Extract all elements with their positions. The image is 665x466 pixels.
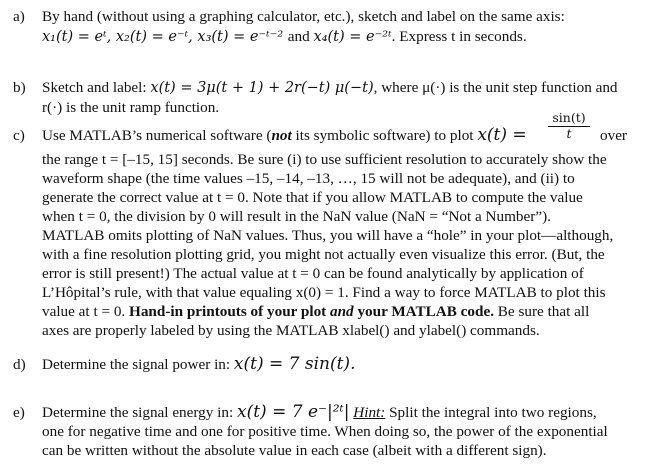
part-c-intro: Use MATLAB’s numerical software ( bbox=[42, 127, 272, 144]
part-c-axes-text: Be sure that all bbox=[494, 303, 590, 320]
part-c-value-text: value at t = 0. bbox=[42, 303, 130, 320]
part-e-line-2: one for negative time and one for positive time. When doing so, the power of the exponential bbox=[42, 423, 608, 440]
part-b-line-2: r(·) is the unit ramp function. bbox=[42, 99, 220, 116]
part-e-line-1 bbox=[42, 403, 597, 422]
part-a-line-2 bbox=[42, 27, 527, 47]
fraction-numerator: sin(t) bbox=[552, 110, 586, 125]
part-c-line-3: waveform shape (the time values –15, –14, –13, …, 15 will not be adequate), and (ii) to bbox=[42, 170, 575, 187]
part-a-label: a) bbox=[13, 8, 25, 25]
part-b-intro: Sketch and label: bbox=[42, 79, 151, 96]
part-c-line-9: L’Hôpital’s rule, with that value equaling x(0) = 1. Find a way to force MATLAB to plot this bbox=[42, 284, 606, 301]
part-e-line-3: can be written without the absolute value in each case (albeit with a different sign). bbox=[42, 442, 547, 459]
part-b-equation: x(t) = 3μ(t + 1) + 2r(−t) μ(−t) bbox=[150, 80, 374, 96]
part-c-line-5: when t = 0, the division by 0 will result in the NaN value (NaN = “Not a Number”). bbox=[42, 208, 551, 225]
part-c-line-8: error is still present!) The actual value at t = 0 can be found analytically by application of bbox=[42, 265, 584, 282]
code-emphasis: your MATLAB code. bbox=[353, 303, 494, 320]
part-c-equation: x(t) = bbox=[477, 125, 527, 145]
fraction-denominator: t bbox=[566, 126, 572, 141]
part-b-line-1 bbox=[42, 78, 618, 98]
express-text: . Express t in seconds. bbox=[391, 28, 527, 45]
x1-equation: x₁(t) = eᵗ, bbox=[42, 29, 116, 45]
part-e-label: e) bbox=[13, 404, 25, 421]
handin-emphasis: Hand-in printouts of your plot bbox=[129, 303, 331, 320]
part-e-equation: x(t) = 7 e⁻|²ᵗ| bbox=[237, 402, 350, 422]
and-emphasis: and bbox=[330, 303, 354, 320]
hint-label: Hint: bbox=[353, 404, 386, 421]
part-c-line-10 bbox=[42, 302, 589, 321]
part-c-mid: its symbolic software) to plot bbox=[291, 127, 478, 144]
part-d-text: Determine the signal power in: bbox=[42, 356, 234, 373]
part-c-label: c) bbox=[13, 127, 25, 144]
part-e-text: Determine the signal energy in: bbox=[42, 404, 237, 421]
part-c-line-4: generate the correct value at t = 0. Note that if you allow MATLAB to compute the value bbox=[42, 189, 583, 206]
part-d-equation: x(t) = 7 sin(t). bbox=[233, 354, 356, 374]
sinc-fraction bbox=[548, 111, 590, 141]
part-c-line-2: the range t = [–15, 15] seconds. Be sure (i) to use sufficient resolution to accurately show the bbox=[42, 151, 607, 168]
part-d-label: d) bbox=[13, 356, 26, 373]
part-c-line-7: with a fine resolution plotting grid, you might not actually even visualize this error. (But, the bbox=[42, 246, 605, 263]
part-c-line-6: MATLAB omits plotting of NaN values. Thus, you will have a “hole” in your plot—although, bbox=[42, 227, 614, 244]
not-emphasis: not bbox=[271, 127, 292, 144]
over-text: over bbox=[600, 127, 627, 144]
x3-equation: x₃(t) = e⁻ᵗ⁻² bbox=[197, 29, 288, 45]
x2-equation: x₂(t) = e⁻ᵗ, bbox=[115, 29, 198, 45]
part-d-line bbox=[42, 355, 355, 374]
part-c-line-1 bbox=[42, 126, 527, 145]
hint-text: Split the integral into two regions, bbox=[385, 404, 597, 421]
part-a-line-1: By hand (without using a graphing calculator, etc.), sketch and label on the same axis: bbox=[42, 8, 565, 25]
part-b-label: b) bbox=[13, 79, 26, 96]
part-b-definition: , where μ(·) is the unit step function and bbox=[373, 79, 618, 96]
and-text: and bbox=[287, 28, 314, 45]
x4-equation: x₄(t) = e⁻²ᵗ bbox=[313, 29, 392, 45]
part-c-line-11: axes are properly labeled by using the MATLAB xlabel() and ylabel() commands. bbox=[42, 322, 540, 339]
